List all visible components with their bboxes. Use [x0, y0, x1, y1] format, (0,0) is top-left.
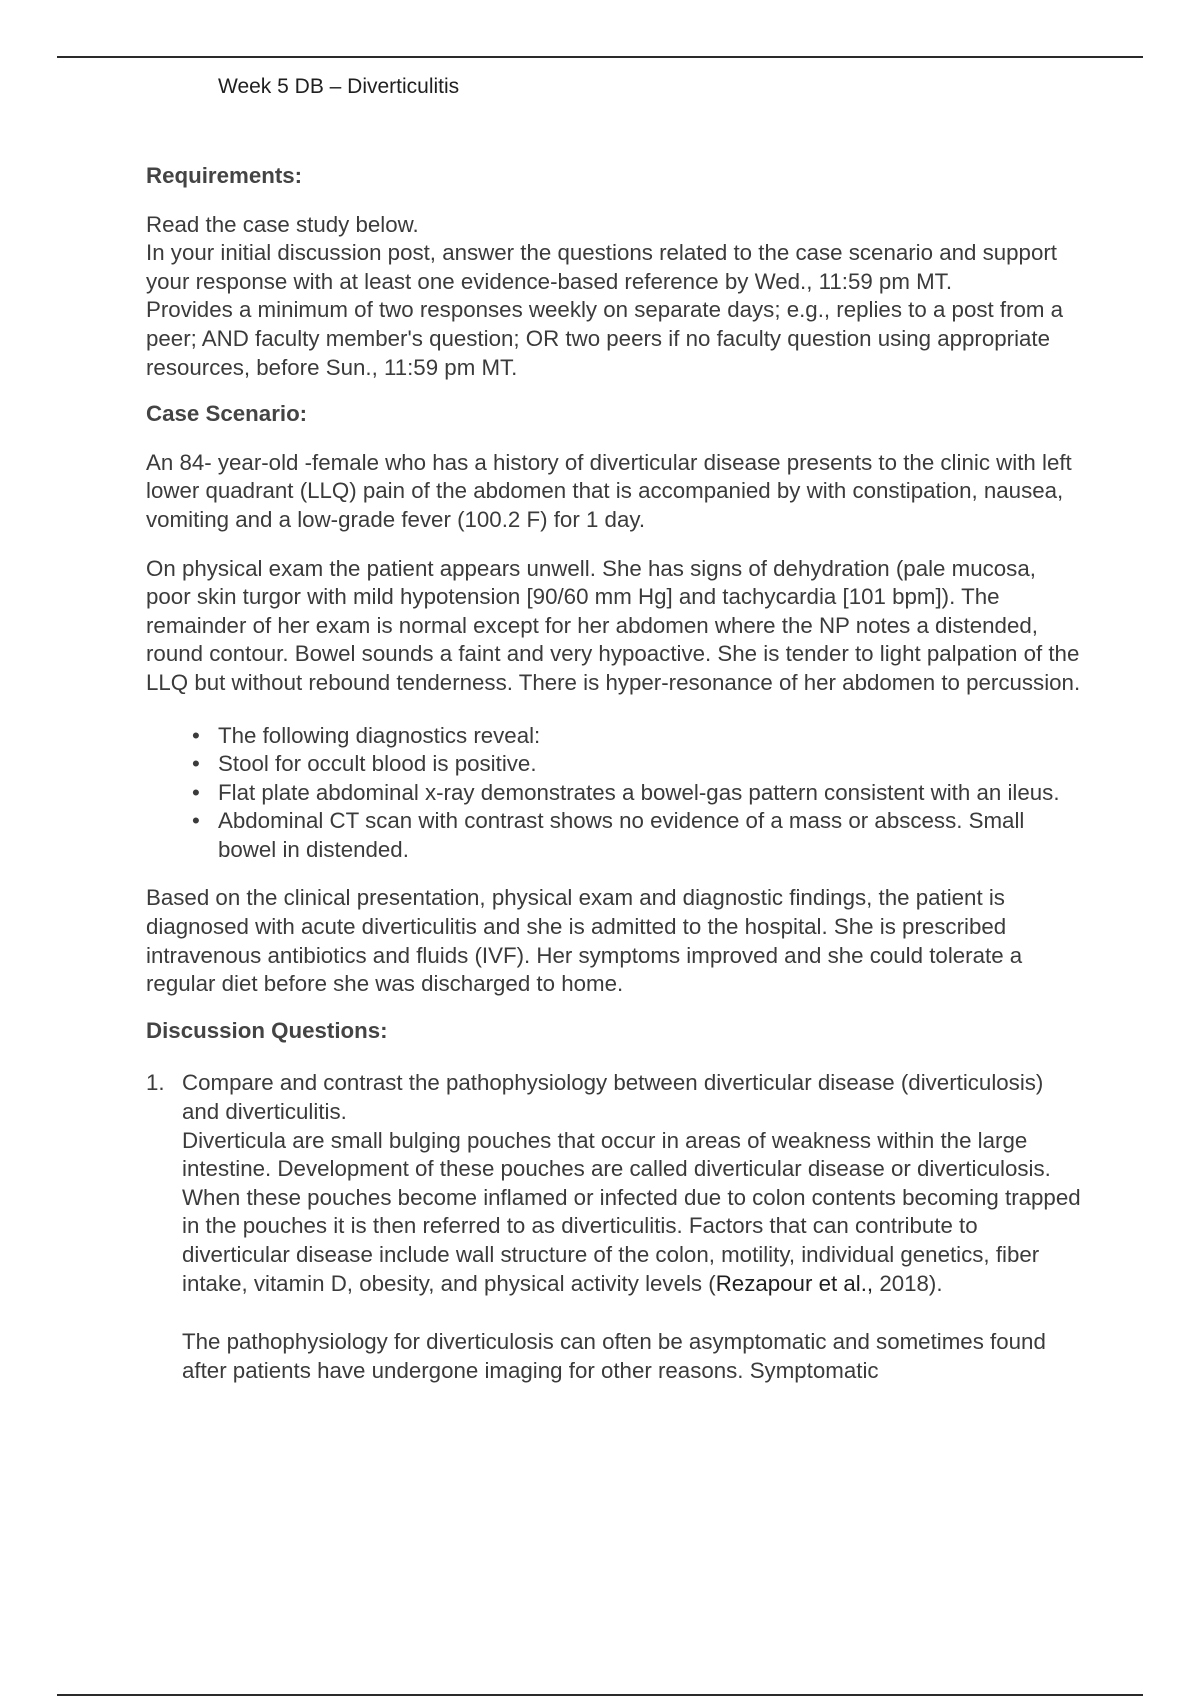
bullet-text: Stool for occult blood is positive.: [218, 751, 537, 777]
list-item: [192, 722, 1086, 751]
diagnostics-list: [146, 722, 1086, 865]
bottom-rule: [57, 1694, 1143, 1696]
case-scenario-heading: Case Scenario:: [146, 401, 308, 427]
question-text: Compare and contrast the pathophysiology between diverticular disease (diverticulosis) and diverticulitis.: [182, 1070, 1044, 1125]
requirement-line: Provides a minimum of two responses weekly on separate days; e.g., replies to a post from a peer; AND faculty member's question; OR two peers if no faculty question using appropriate resources, before Sun., 11:59 pm MT.: [146, 297, 1064, 380]
list-item: [146, 1069, 1086, 1385]
list-item: [192, 779, 1086, 808]
requirement-line: Read the case study below.: [146, 211, 419, 237]
answer-body: Diverticula are small bulging pouches that occur in areas of weakness within the large intestine. Development of these pouches are called diverticular disease or diverticulosis. When these pouches become inflamed or infected due to colon contents becoming trapped in the pouches it is then referred to as diverticulitis. Factors that can contribute to diverticular disease include wall structure of the colon, motility, individual genetics, fiber intake, vitamin D, obesity, and physical activity levels (: [182, 1127, 1081, 1296]
top-rule: [57, 56, 1143, 58]
requirements-heading: Requirements:: [146, 163, 303, 188]
document-body: [146, 162, 1086, 1385]
list-item: [192, 750, 1086, 779]
answer-text: The pathophysiology for diverticulosis can often be asymptomatic and sometimes found after patients have undergone imaging for other reasons. Symptomatic: [182, 1329, 1046, 1383]
question-number: 1.: [146, 1070, 165, 1096]
case-paragraph: Based on the clinical presentation, physical exam and diagnostic findings, the patient is diagnosed with acute diverticulitis and she is admitted to the hospital. She is prescribed intravenous antibiotics and fluids (IVF). Her symptoms improved and she could tolerate a regular diet before she was discharged to home.: [146, 885, 1023, 997]
requirement-line: In your initial discussion post, answer the questions related to the case scenario and support your response with at least one evidence-based reference by Wed., 11:59 pm MT.: [146, 240, 1057, 294]
bullet-text: Flat plate abdominal x-ray demonstrates a bowel-gas pattern consistent with an ileus.: [218, 779, 1060, 805]
citation-author: Rezapour et al.,: [715, 1270, 874, 1296]
case-paragraph: An 84- year-old -female who has a history of diverticular disease presents to the clinic with left lower quadrant (LLQ) pain of the abdomen that is accompanied by with constipation, nausea, vomiting and a low-grade fever (100.2 F) for 1 day.: [146, 449, 1072, 532]
answer-text: [182, 1127, 1086, 1299]
discussion-questions-list: [146, 1069, 1086, 1385]
case-paragraph: On physical exam the patient appears unwell. She has signs of dehydration (pale mucosa, poor skin turgor with mild hypotension [90/60 mm Hg] and tachycardia [101 bpm]). The remainder of her exam is normal except for her abdomen where the NP notes a distended, round contour. Bowel sounds a faint and very hypoactive. She is tender to light palpation of the LLQ but without rebound tenderness. There is hyper-resonance of her abdomen to percussion.: [146, 555, 1081, 695]
citation-year: 2018).: [873, 1270, 943, 1296]
page-title: Week 5 DB – Diverticulitis: [218, 75, 460, 98]
list-item: [192, 807, 1086, 864]
bullet-text: The following diagnostics reveal:: [218, 722, 541, 748]
bullet-text: Abdominal CT scan with contrast shows no evidence of a mass or abscess. Small bowel in distended.: [218, 808, 1025, 862]
discussion-heading: Discussion Questions:: [146, 1017, 388, 1043]
